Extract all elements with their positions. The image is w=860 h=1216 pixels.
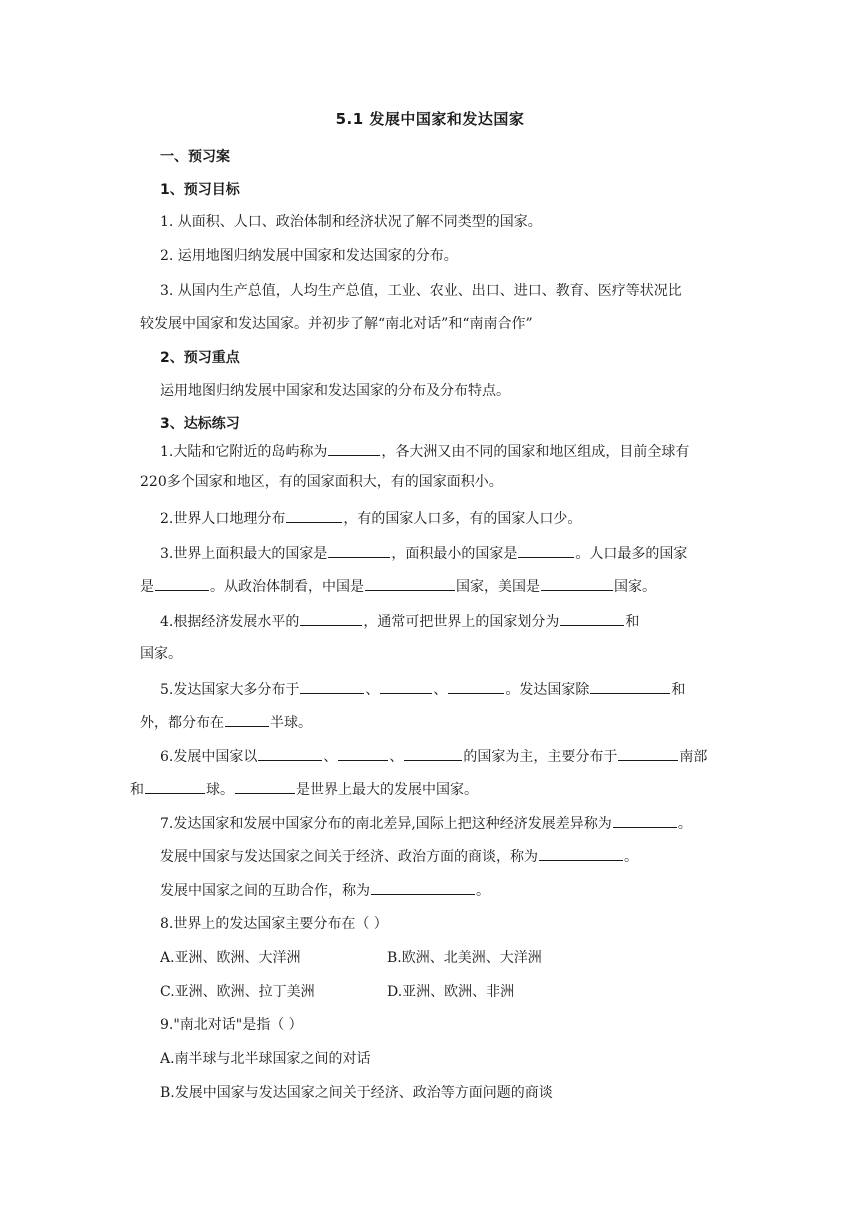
goal-item: 3. 从国内生产总值，人均生产总值，工业、农业、出口、进口、教育、医疗等状况比 [160,283,682,299]
answer-blank[interactable] [328,441,380,456]
answer-blank[interactable] [560,611,624,626]
question-6-cont: 和 球。 是世界上最大的发展中国家。 [130,779,478,800]
answer-blank[interactable] [448,679,504,694]
question-4: 4.根据经济发展水平的 ，通常可把世界上的国家划分为 和 [160,611,639,632]
answer-blank[interactable] [518,543,574,558]
answer-blank[interactable] [541,576,613,591]
question-9-stem: 9."南北对话"是指（ ） [160,1017,303,1033]
answer-blank[interactable] [300,679,364,694]
focus-text: 运用地图归纳发展中国家和发达国家的分布及分布特点。 [160,383,510,399]
goal-item: 2. 运用地图归纳发展中国家和发达国家的分布。 [160,248,458,264]
answer-blank[interactable] [258,746,322,761]
answer-blank[interactable] [618,746,678,761]
question-7-line3: 发展中国家之间的互助合作，称为 。 [160,880,490,901]
question-6: 6.发展中国家以 、 、 的国家为主，主要分布于 南部 [160,746,707,767]
answer-blank[interactable] [328,543,390,558]
option-a[interactable]: A.亚洲、欧洲、大洋洲 [160,950,301,966]
question-7: 7.发达国家和发展中国家分布的南北差异,国际上把这种经济发展差异称为 。 [160,813,692,834]
answer-blank[interactable] [145,779,205,794]
subsection-heading-goals: 1、预习目标 [160,182,240,198]
page-title: 5.1 发展中国家和发达国家 [335,110,525,128]
section-heading: 一、预习案 [160,149,230,165]
question-8-stem: 8.世界上的发达国家主要分布在（ ） [160,916,388,932]
answer-blank[interactable] [590,679,670,694]
answer-blank[interactable] [225,712,269,727]
answer-blank[interactable] [380,679,432,694]
question-5-cont: 外，都分布在 半球。 [140,712,312,733]
answer-blank[interactable] [300,611,362,626]
question-3-cont: 是 。从政治体制看，中国是 国家，美国是 国家。 [140,576,656,597]
option-b[interactable]: B.欧洲、北美洲、大洋洲 [387,950,542,966]
question-7-line2: 发展中国家与发达国家之间关于经济、政治方面的商谈，称为 。 [160,846,638,867]
question-1: 1.大陆和它附近的岛屿称为 ，各大洲又由不同的国家和地区组成，目前全球有 [160,441,689,462]
answer-blank[interactable] [155,576,209,591]
answer-blank[interactable] [338,746,388,761]
answer-blank[interactable] [286,508,342,523]
option-a[interactable]: A.南半球与北半球国家之间的对话 [160,1051,371,1067]
question-5: 5.发达国家大多分布于 、 、 。发达国家除 和 [160,679,685,700]
goal-item-cont: 较发展中国家和发达国家。并初步了解“南北对话”和“南南合作” [140,316,533,332]
option-c[interactable]: C.亚洲、欧洲、拉丁美洲 [160,984,315,1000]
answer-blank[interactable] [539,846,623,861]
option-b[interactable]: B.发展中国家与发达国家之间关于经济、政治等方面问题的商谈 [160,1085,553,1101]
answer-blank[interactable] [613,813,677,828]
question-2: 2.世界人口地理分布 ，有的国家人口多，有的国家人口少。 [160,508,581,529]
answer-blank[interactable] [235,779,295,794]
question-4-cont: 国家。 [140,646,182,662]
goal-item: 1. 从面积、人口、政治体制和经济状况了解不同类型的国家。 [160,214,542,230]
option-d[interactable]: D.亚洲、欧洲、非洲 [387,984,515,1000]
subsection-heading-focus: 2、预习重点 [160,350,240,366]
answer-blank[interactable] [371,880,475,895]
answer-blank[interactable] [404,746,462,761]
answer-blank[interactable] [365,576,455,591]
question-3: 3.世界上面积最大的国家是 ，面积最小的国家是 。人口最多的国家 [160,543,687,564]
subsection-heading-practice: 3、达标练习 [160,416,240,432]
question-1-cont: 220多个国家和地区，有的国家面积大，有的国家面积小。 [140,474,503,490]
